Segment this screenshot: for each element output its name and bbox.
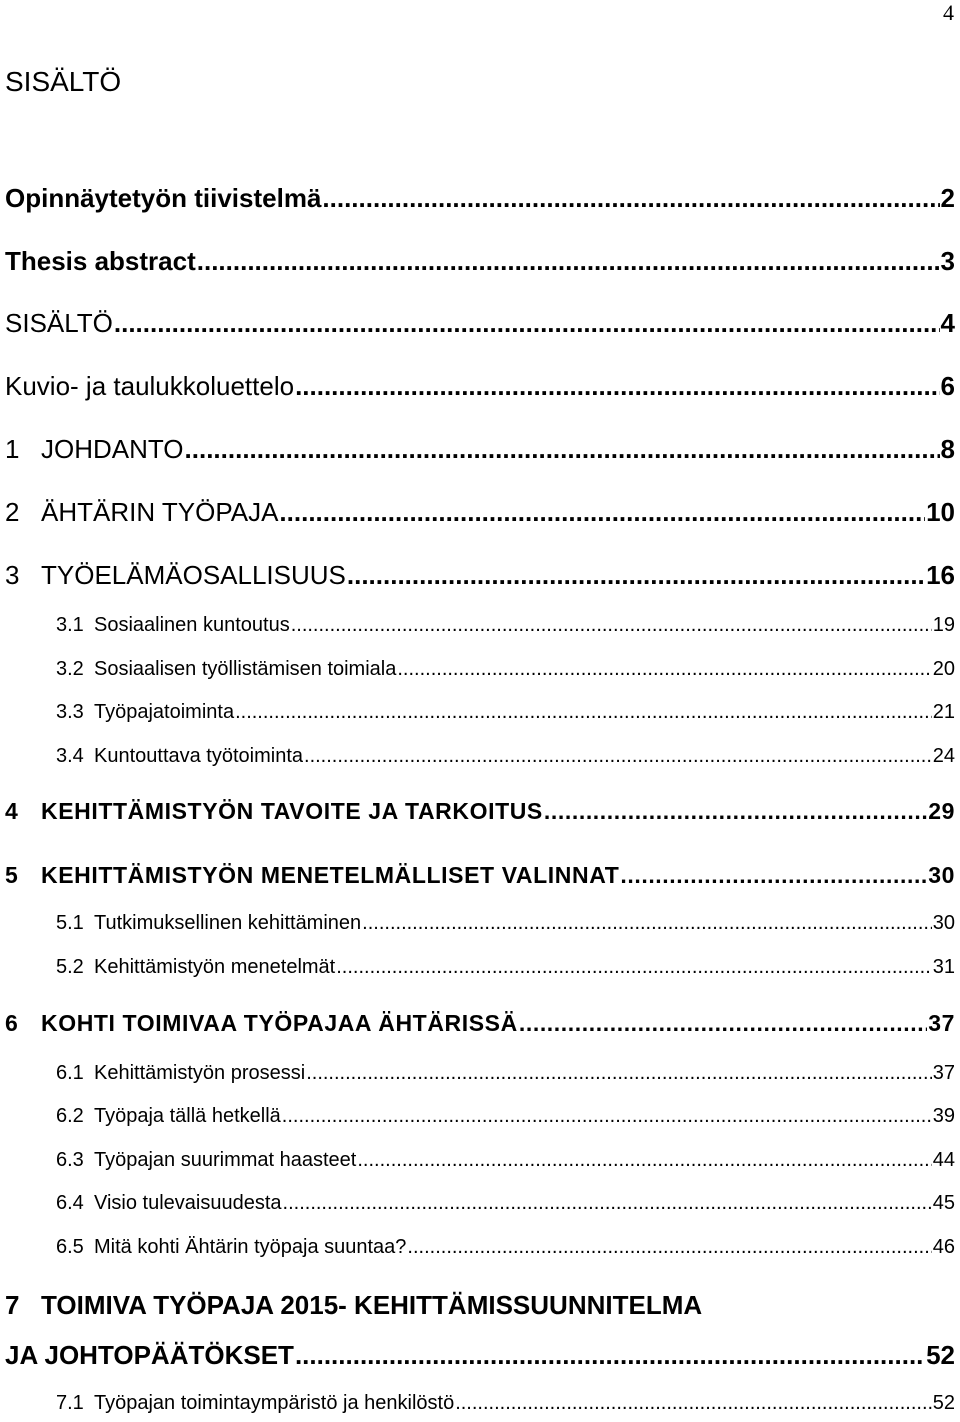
toc-entry-3-2[interactable] (56, 658, 955, 681)
toc-entry-label: Thesis abstract (5, 246, 196, 276)
toc-entry-label: Sosiaalisen työllistämisen toimiala (94, 658, 397, 680)
toc-entry-number: 3.3 (56, 701, 84, 723)
toc-entry-page: 37 (928, 1010, 955, 1036)
toc-entry-page: 52 (926, 1340, 955, 1370)
toc-entry-number: 5.2 (56, 956, 84, 978)
toc-entry-sisalto[interactable] (5, 308, 955, 339)
dot-leader (455, 1392, 932, 1415)
toc-entry-page: 29 (928, 798, 955, 824)
toc-entry-number: 1 (5, 434, 20, 464)
toc-entry-label: KEHITTÄMISTYÖN MENETELMÄLLISET VALINNAT (41, 862, 620, 888)
toc-entry-page: 2 (940, 183, 955, 213)
toc-entry-number: 3 (5, 560, 20, 590)
toc-entry-number: 3.1 (56, 614, 84, 636)
toc-entry-label: JA JOHTOPÄÄTÖKSET (5, 1340, 294, 1370)
toc-entry-page: 6 (940, 371, 955, 401)
dot-leader (306, 1062, 932, 1085)
dot-leader (362, 912, 932, 935)
dot-leader (282, 1105, 932, 1128)
toc-entry-label: ÄHTÄRIN TYÖPAJA (41, 497, 279, 527)
toc-entry-3-3[interactable] (56, 701, 955, 724)
toc-entry-page: 39 (932, 1105, 955, 1127)
toc-entry-label: JOHDANTO (41, 434, 184, 464)
toc-entry-page: 10 (926, 497, 955, 527)
toc-entry-page: 19 (932, 614, 955, 636)
toc-entry-label: Kehittämistyön menetelmät (94, 956, 336, 978)
dot-leader (322, 183, 939, 214)
toc-entry-page: 44 (932, 1149, 955, 1171)
toc-entry-label: KOHTI TOIMIVAA TYÖPAJAA ÄHTÄRISSÄ (41, 1010, 518, 1036)
toc-entry-label: TOIMIVA TYÖPAJA 2015- KEHITTÄMISSUUNNITELMA (41, 1290, 703, 1320)
toc-entry-number: 5 (5, 862, 19, 888)
toc-entry-6-5[interactable] (56, 1236, 955, 1259)
dot-leader (114, 308, 940, 339)
toc-entry-label: Kuvio- ja taulukkoluettelo (5, 371, 295, 401)
toc-entry-chapter-7-line-2[interactable] (5, 1340, 955, 1371)
dot-leader (235, 701, 932, 724)
dot-leader (357, 1149, 931, 1172)
toc-entry-5-2[interactable] (56, 956, 955, 979)
toc-entry-page: 37 (932, 1062, 955, 1084)
dot-leader (397, 658, 931, 681)
toc-entry-label: Sosiaalinen kuntoutus (94, 614, 290, 636)
toc-entry-number: 7 (5, 1290, 20, 1320)
dot-leader (304, 745, 932, 768)
toc-entry-number: 4 (5, 798, 19, 824)
toc-entry-label: Työpajan toimintaympäristö ja henkilöstö (94, 1392, 455, 1414)
toc-entry-chapter-7-line-1[interactable] (5, 1290, 702, 1321)
toc-entry-label: Kehittämistyön prosessi (94, 1062, 306, 1084)
dot-leader (291, 614, 932, 637)
toc-entry-chapter-6[interactable] (5, 1010, 955, 1037)
toc-entry-page: 4 (940, 308, 955, 338)
dot-leader (185, 434, 940, 465)
toc-entry-page: 46 (932, 1236, 955, 1258)
toc-entry-chapter-5[interactable] (5, 862, 955, 889)
toc-entry-number: 6.3 (56, 1149, 84, 1171)
toc-entry-page: 8 (940, 434, 955, 464)
toc-entry-label: Opinnäytetyön tiivistelmä (5, 183, 322, 213)
toc-entry-label: Visio tulevaisuudesta (94, 1192, 282, 1214)
toc-entry-number: 6.4 (56, 1192, 84, 1214)
dot-leader (519, 1010, 927, 1037)
toc-entry-number: 7.1 (56, 1392, 84, 1414)
toc-entry-number: 3.4 (56, 745, 84, 767)
toc-entry-3-1[interactable] (56, 614, 955, 637)
toc-entry-abstract[interactable] (5, 246, 955, 277)
toc-entry-page: 30 (928, 862, 955, 888)
toc-entry-label: Mitä kohti Ähtärin työpaja suuntaa? (94, 1236, 407, 1258)
toc-entry-3-4[interactable] (56, 745, 955, 768)
toc-entry-page: 3 (940, 246, 955, 276)
toc-entry-label: Työpaja tällä hetkellä (94, 1105, 281, 1127)
toc-entry-page: 24 (932, 745, 955, 767)
toc-entry-number: 6.2 (56, 1105, 84, 1127)
toc-entry-page: 16 (926, 560, 955, 590)
toc-entry-page: 21 (932, 701, 955, 723)
dot-leader (197, 246, 940, 277)
toc-entry-number: 6 (5, 1010, 19, 1036)
dot-leader (336, 956, 932, 979)
toc-entry-chapter-2[interactable] (5, 497, 955, 528)
toc-entry-page: 52 (932, 1392, 955, 1414)
toc-entry-label: SISÄLTÖ (5, 308, 113, 338)
toc-entry-6-3[interactable] (56, 1149, 955, 1172)
toc-entry-label: Työpajan suurimmat haasteet (94, 1149, 357, 1171)
page-number: 4 (943, 0, 954, 25)
toc-entry-5-1[interactable] (56, 912, 955, 935)
toc-entry-page: 31 (932, 956, 955, 978)
dot-leader (620, 862, 927, 889)
toc-entry-number: 6.1 (56, 1062, 84, 1084)
toc-entry-chapter-1[interactable] (5, 434, 955, 465)
dot-leader (407, 1236, 931, 1259)
toc-entry-tiivistelma[interactable] (5, 183, 955, 214)
toc-entry-label: KEHITTÄMISTYÖN TAVOITE JA TARKOITUS (41, 798, 543, 824)
toc-entry-page: 45 (932, 1192, 955, 1214)
toc-entry-chapter-4[interactable] (5, 798, 955, 825)
toc-entry-number: 2 (5, 497, 20, 527)
toc-entry-number: 3.2 (56, 658, 84, 680)
toc-entry-6-2[interactable] (56, 1105, 955, 1128)
toc-entry-number: 5.1 (56, 912, 84, 934)
toc-entry-page: 20 (932, 658, 955, 680)
dot-leader (283, 1192, 932, 1215)
dot-leader (295, 371, 939, 402)
dot-leader (279, 497, 925, 528)
toc-entry-label: TYÖELÄMÄOSALLISUUS (41, 560, 346, 590)
toc-entry-chapter-3[interactable] (5, 560, 955, 591)
toc-entry-page: 30 (932, 912, 955, 934)
toc-entry-7-1[interactable] (56, 1392, 955, 1415)
toc-heading: SISÄLTÖ (5, 66, 122, 97)
toc-entry-label: Tutkimuksellinen kehittäminen (94, 912, 362, 934)
toc-entry-6-1[interactable] (56, 1062, 955, 1085)
toc-entry-label: Työpajatoiminta (94, 701, 235, 723)
dot-leader (295, 1340, 925, 1371)
dot-leader (347, 560, 925, 591)
toc-entry-number: 6.5 (56, 1236, 84, 1258)
toc-entry-kuvioluettelo[interactable] (5, 371, 955, 402)
dot-leader (544, 798, 927, 825)
toc-entry-6-4[interactable] (56, 1192, 955, 1215)
toc-entry-label: Kuntouttava työtoiminta (94, 745, 304, 767)
